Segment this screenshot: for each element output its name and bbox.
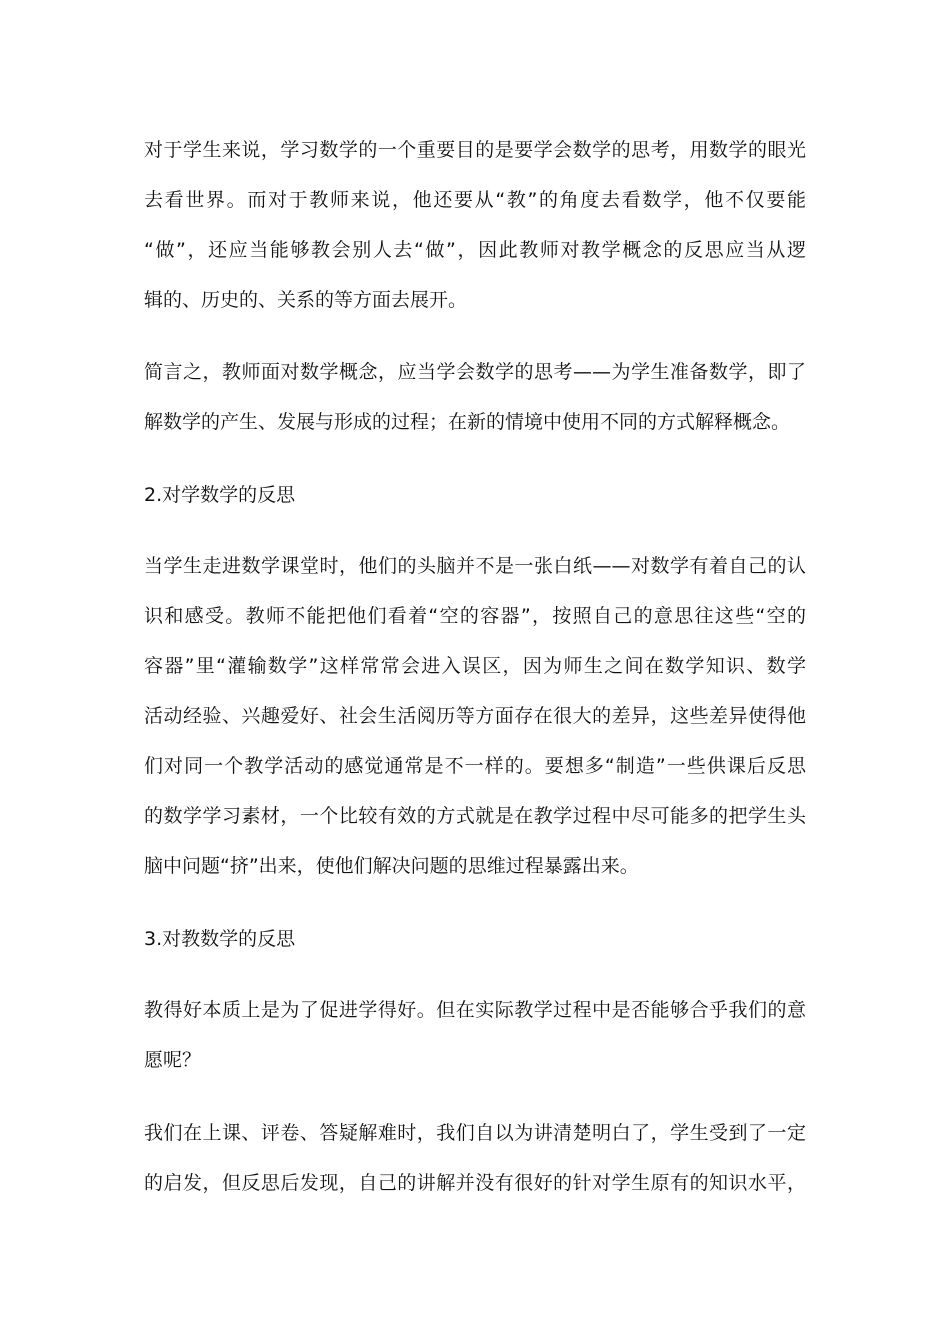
paragraph-1-line-1: 对于学生来说，学习数学的一个重要目的是要学会数学的思考，用数学的眼光 (144, 139, 806, 161)
paragraph-4-line-2: 愿呢？ (144, 1049, 202, 1071)
paragraph-2-line-1: 简言之，教师面对数学概念，应当学会数学的思考——为学生准备数学，即了 (144, 361, 806, 383)
paragraph-5-line-1: 我们在上课、评卷、答疑解难时，我们自以为讲清楚明白了，学生受到了一定 (144, 1122, 806, 1144)
paragraph-1-line-4: 辑的、历史的、关系的等方面去展开。 (144, 289, 468, 311)
paragraph-3-line-4: 活动经验、兴趣爱好、社会生活阅历等方面存在很大的差异，这些差异使得他 (144, 705, 806, 727)
paragraph-1-line-3: “做”，还应当能够教会别人去“做”，因此教师对教学概念的反思应当从逻 (144, 239, 806, 261)
paragraph-3-line-7: 脑中问题“挤”出来，使他们解决问题的思维过程暴露出来。 (144, 855, 639, 877)
paragraph-3-line-6: 的数学学习素材，一个比较有效的方式就是在教学过程中尽可能多的把学生头 (144, 805, 806, 827)
paragraph-3-line-5: 们对同一个教学活动的感觉通常是不一样的。要想多“制造”一些供课后反思 (144, 755, 806, 777)
section-heading-2: 2.对学数学的反思 (144, 484, 296, 506)
paragraph-1-line-2: 去看世界。而对于教师来说，他还要从“教”的角度去看数学，他不仅要能 (144, 189, 806, 211)
paragraph-5-line-2: 的启发，但反思后发现，自己的讲解并没有很好的针对学生原有的知识水平， (144, 1172, 806, 1194)
paragraph-3-line-1: 当学生走进数学课堂时，他们的头脑并不是一张白纸——对数学有着自己的认 (144, 555, 806, 577)
section-heading-3: 3.对教数学的反思 (144, 928, 296, 950)
paragraph-2-line-2: 解数学的产生、发展与形成的过程；在新的情境中使用不同的方式解释概念。 (144, 411, 791, 433)
paragraph-3-line-3: 容器”里“灌输数学”这样常常会进入误区，因为师生之间在数学知识、数学 (144, 655, 806, 677)
paragraph-4-line-1: 教得好本质上是为了促进学得好。但在实际教学过程中是否能够合乎我们的意 (144, 999, 806, 1021)
paragraph-3-line-2: 识和感受。教师不能把他们看着“空的容器”，按照自己的意思往这些“空的 (144, 605, 806, 627)
